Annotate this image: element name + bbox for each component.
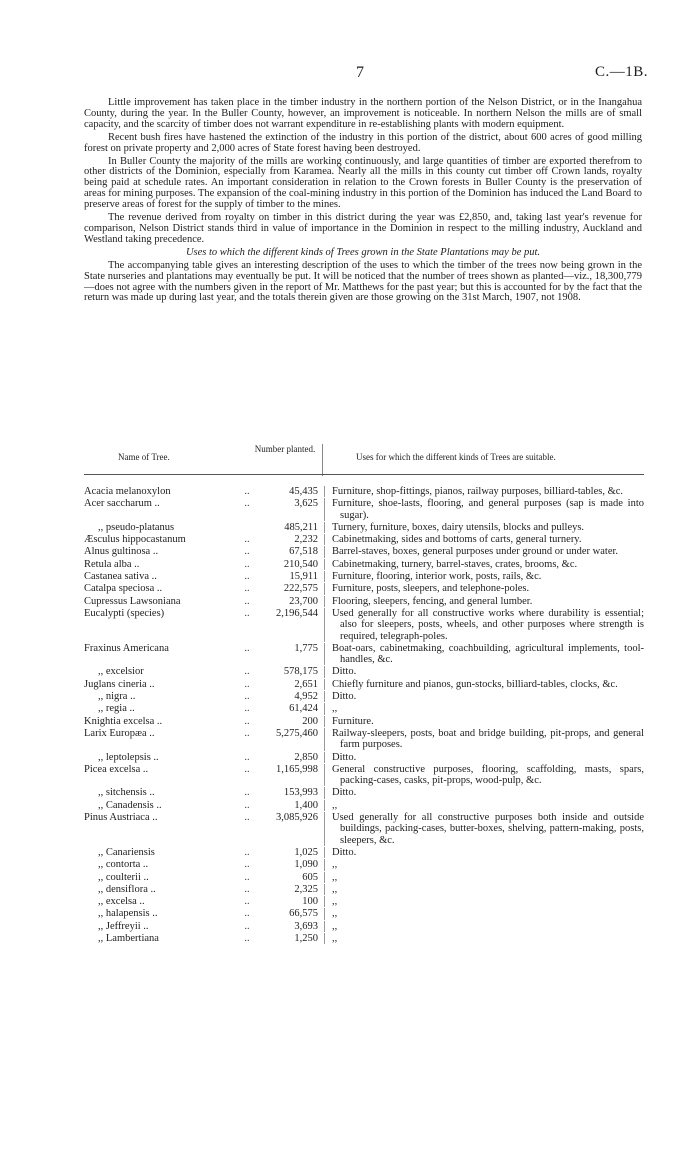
number-planted: 2,196,544 <box>276 607 318 619</box>
table-row <box>84 571 644 582</box>
table-row <box>84 859 644 870</box>
table-row <box>84 666 644 677</box>
tree-name: Eucalypti (species) <box>84 607 165 619</box>
table-header <box>84 444 644 474</box>
tree-name: ,, Jeffreyii .. <box>98 920 149 932</box>
tree-name: ,, regia .. <box>98 703 135 715</box>
leader-dots: .. <box>244 812 250 824</box>
leader-dots: .. <box>244 534 250 546</box>
leader-dots: .. <box>244 583 250 595</box>
table-row <box>84 546 644 557</box>
leader-dots: .. <box>244 859 250 871</box>
leader-dots: .. <box>244 595 250 607</box>
tree-name: Larix Europæa .. <box>84 727 155 739</box>
header-name-of-tree: Name of Tree. <box>118 452 170 462</box>
leader-dots: .. <box>244 571 250 583</box>
tree-uses: ,, <box>324 884 644 895</box>
tree-uses: ,, <box>324 800 644 811</box>
number-planted: 605 <box>302 871 318 883</box>
tree-uses: Furniture, shoe-lasts, flooring, and general purposes (sap is made into sugar). <box>324 498 644 521</box>
tree-name: ,, densiflora .. <box>98 883 156 895</box>
tree-uses: Flooring, sleepers, fencing, and general lumber. <box>324 596 644 607</box>
table-row <box>84 896 644 907</box>
tree-uses: Used generally for all constructive works where durability is essential; also for sleepers, posts, wheels, and other purposes where strength is required, telegraph-poles. <box>324 608 644 642</box>
tree-name: ,, Canariensis <box>98 846 155 858</box>
number-planted: 1,090 <box>294 859 318 871</box>
table-body <box>84 486 644 945</box>
tree-name: ,, pseudo-platanus <box>98 521 175 533</box>
tree-name: Pinus Austriaca .. <box>84 812 158 824</box>
tree-name: Acer saccharum .. <box>84 498 160 510</box>
table-row <box>84 812 644 846</box>
tree-uses: Boat-oars, cabinetmaking, coachbuilding, agricultural implements, tool-handles, &c. <box>324 643 644 666</box>
paragraph: Little improvement has taken place in the timber industry in the northern portion of the Nelson District, or in the Inangahua County, during the year. In the Buller County, however, an improvement is noticeable. In northern Nelson the mills are of small capacity, and the scarcity of timber does not warrant expenditure in re-establishing plants with modern equipment. <box>84 97 642 130</box>
tree-uses: ,, <box>324 921 644 932</box>
table-row <box>84 643 644 666</box>
tree-name: ,, Canadensis .. <box>98 799 162 811</box>
leader-dots: .. <box>244 546 250 558</box>
tree-uses: Furniture, flooring, interior work, posts, rails, &c. <box>324 571 644 582</box>
leader-dots: .. <box>244 883 250 895</box>
leader-dots: .. <box>244 642 250 654</box>
tree-name: ,, excelsior <box>98 666 144 678</box>
tree-name: Æsculus hippocastanum <box>84 534 186 546</box>
leader-dots: .. <box>244 932 250 944</box>
number-planted: 3,693 <box>294 920 318 932</box>
tree-name: Knightia excelsa .. <box>84 715 163 727</box>
table-row <box>84 847 644 858</box>
tree-uses: Ditto. <box>324 666 644 677</box>
tree-uses: Cabinetmaking, turnery, barrel-staves, crates, brooms, &c. <box>324 559 644 570</box>
table-row <box>84 534 644 545</box>
table-row <box>84 872 644 883</box>
tree-uses: Ditto. <box>324 752 644 763</box>
tree-uses: ,, <box>324 933 644 944</box>
leader-dots: .. <box>244 908 250 920</box>
tree-uses-table <box>84 444 644 944</box>
body-text <box>84 98 642 306</box>
tree-uses: Furniture, posts, sleepers, and telephone-poles. <box>324 583 644 594</box>
table-row <box>84 752 644 763</box>
table-row <box>84 679 644 690</box>
tree-uses: Chiefly furniture and pianos, gun-stocks, billiard-tables, clocks, &c. <box>324 679 644 690</box>
number-planted: 2,232 <box>294 534 318 546</box>
number-planted: 3,085,926 <box>276 812 318 824</box>
table-row <box>84 691 644 702</box>
leader-dots: .. <box>244 896 250 908</box>
number-planted: 1,400 <box>294 799 318 811</box>
tree-uses: Cabinetmaking, sides and bottoms of carts, general turnery. <box>324 534 644 545</box>
tree-name: ,, halapensis .. <box>98 908 158 920</box>
number-planted: 1,250 <box>294 932 318 944</box>
table-row <box>84 921 644 932</box>
number-planted: 61,424 <box>289 703 318 715</box>
tree-uses: Ditto. <box>324 787 644 798</box>
leader-dots: .. <box>244 691 250 703</box>
table-row <box>84 908 644 919</box>
leader-dots: .. <box>244 846 250 858</box>
tree-uses: Furniture, shop-fittings, pianos, railway purposes, billiard-tables, &c. <box>324 486 644 497</box>
tree-uses: ,, <box>324 703 644 714</box>
table-row <box>84 498 644 521</box>
leader-dots: .. <box>244 920 250 932</box>
section-heading: Uses to which the different kinds of Trees grown in the State Plantations may be put. <box>185 246 541 258</box>
number-planted: 100 <box>302 896 318 908</box>
number-planted: 2,850 <box>294 751 318 763</box>
paragraph: Recent bush fires have hastened the extinction of the industry in this portion of the district, about 600 acres of good milling forest on private property and 2,000 acres of State forest having been destroyed. <box>84 131 642 154</box>
tree-name: ,, sitchensis .. <box>98 787 155 799</box>
header-number-planted: Number planted. <box>254 444 316 454</box>
tree-name: ,, nigra .. <box>98 691 136 703</box>
leader-dots: .. <box>244 787 250 799</box>
number-planted: 578,175 <box>283 666 318 678</box>
tree-uses: Turnery, furniture, boxes, dairy utensils, blocks and pulleys. <box>324 522 644 533</box>
number-planted: 4,952 <box>294 691 318 703</box>
number-planted: 2,651 <box>294 678 318 690</box>
tree-uses: Railway-sleepers, posts, boat and bridge building, pit-props, and general farm purposes. <box>324 728 644 751</box>
tree-uses: Used generally for all constructive purposes both inside and outside buildings, packing-cases, butter-boxes, shelving, pattern-making, posts, sleepers, &c. <box>324 812 644 846</box>
leader-dots: .. <box>244 498 250 510</box>
tree-name: Castanea sativa .. <box>84 571 157 583</box>
table-row <box>84 764 644 787</box>
document-reference: C.—1B. <box>594 64 648 80</box>
tree-uses: ,, <box>324 859 644 870</box>
tree-name: Acacia melanoxylon <box>84 486 171 497</box>
header-rule <box>84 474 644 475</box>
number-planted: 222,575 <box>283 583 318 595</box>
table-row <box>84 486 644 497</box>
leader-dots: .. <box>244 666 250 678</box>
number-planted: 210,540 <box>283 558 318 570</box>
leader-dots: .. <box>244 871 250 883</box>
table-row <box>84 522 644 533</box>
number-planted: 67,518 <box>289 546 318 558</box>
header-uses: Uses for which the different kinds of Trees are suitable. <box>356 452 556 462</box>
tree-name: Fraxinus Americana <box>84 642 169 654</box>
header-column-divider <box>322 444 323 476</box>
number-planted: 66,575 <box>289 908 318 920</box>
table-row <box>84 716 644 727</box>
paragraph: In Buller County the majority of the mills are working continuously, and large quantities of timber are exported therefrom to other districts of the Dominion, especially from Karamea. Nearly all the mills in this county cut timber off Crown lands, royalty being paid at schedule rates. An important consideration in relation to the Crown forests in Buller County is the preservation of areas for mining purposes. The expansion of the coal-mining industry in this portion of the Dominion has induced the Land Board to preserve areas of forest for the supply of timber to the mines. <box>84 155 642 211</box>
tree-uses: ,, <box>324 872 644 883</box>
leader-dots: .. <box>244 727 250 739</box>
tree-uses: Furniture. <box>324 716 644 727</box>
leader-dots: .. <box>244 486 250 497</box>
tree-uses: ,, <box>324 908 644 919</box>
paragraph: The revenue derived from royalty on timber in this district during the year was £2,850, and, taking last year's revenue for comparison, Nelson District stands third in value of importance in the Dominion in respect to the milling industry, Auckland and Westland taking precedence. <box>84 212 642 245</box>
tree-name: Juglans cineria .. <box>84 678 155 690</box>
number-planted: 1,165,998 <box>276 763 318 775</box>
leader-dots: .. <box>244 678 250 690</box>
tree-uses: General constructive purposes, flooring, scaffolding, masts, spars, packing-cases, casks, pit-props, wood-pulp, &c. <box>324 764 644 787</box>
number-planted: 1,775 <box>294 642 318 654</box>
table-row <box>84 608 644 642</box>
table-row <box>84 559 644 570</box>
number-planted: 200 <box>302 715 318 727</box>
table-row <box>84 583 644 594</box>
number-planted: 485,211 <box>284 521 318 533</box>
tree-name: Catalpa speciosa .. <box>84 583 163 595</box>
number-planted: 153,993 <box>283 787 318 799</box>
leader-dots: .. <box>244 703 250 715</box>
leader-dots: .. <box>244 751 250 763</box>
number-planted: 45,435 <box>289 486 318 497</box>
tree-uses: Barrel-staves, boxes, general purposes under ground or under water. <box>324 546 644 557</box>
number-planted: 23,700 <box>289 595 318 607</box>
tree-name: ,, excelsa .. <box>98 896 145 908</box>
tree-name: Picea excelsa .. <box>84 763 149 775</box>
number-planted: 3,625 <box>294 498 318 510</box>
table-row <box>84 787 644 798</box>
table-row <box>84 728 644 751</box>
paragraph: The accompanying table gives an interesting description of the uses to which the timber of the trees now being grown in the State nurseries and plantations may eventually be put. It will be noticed that the number of trees shown as planted—viz., 18,300,779—does not agree with the numbers given in the report of Mr. Matthews for the past year; but this is accounted for by the fact that the return was made up during last year, and the totals therein given are those growing on the 31st March, 1907, not 1908. <box>84 259 642 304</box>
leader-dots: .. <box>244 607 250 619</box>
tree-name: ,, contorta .. <box>98 859 149 871</box>
page-number: 7 <box>356 64 364 81</box>
leader-dots: .. <box>244 763 250 775</box>
tree-name: Alnus gultinosa .. <box>84 546 159 558</box>
tree-name: ,, leptolepsis .. <box>98 751 159 763</box>
leader-dots: .. <box>244 558 250 570</box>
tree-uses: Ditto. <box>324 691 644 702</box>
tree-uses: Ditto. <box>324 847 644 858</box>
table-row <box>84 933 644 944</box>
tree-name: ,, Lambertiana <box>98 932 159 944</box>
number-planted: 1,025 <box>294 846 318 858</box>
tree-name: Cupressus Lawsoniana <box>84 595 181 607</box>
tree-name: Retula alba .. <box>84 558 140 570</box>
number-planted: 2,325 <box>294 883 318 895</box>
table-row <box>84 800 644 811</box>
leader-dots: .. <box>244 715 250 727</box>
number-planted: 15,911 <box>289 571 318 583</box>
tree-name: ,, coulterii .. <box>98 871 149 883</box>
tree-uses: ,, <box>324 896 644 907</box>
leader-dots: .. <box>244 799 250 811</box>
table-row <box>84 884 644 895</box>
table-row <box>84 703 644 714</box>
number-planted: 5,275,460 <box>276 727 318 739</box>
table-row <box>84 596 644 607</box>
